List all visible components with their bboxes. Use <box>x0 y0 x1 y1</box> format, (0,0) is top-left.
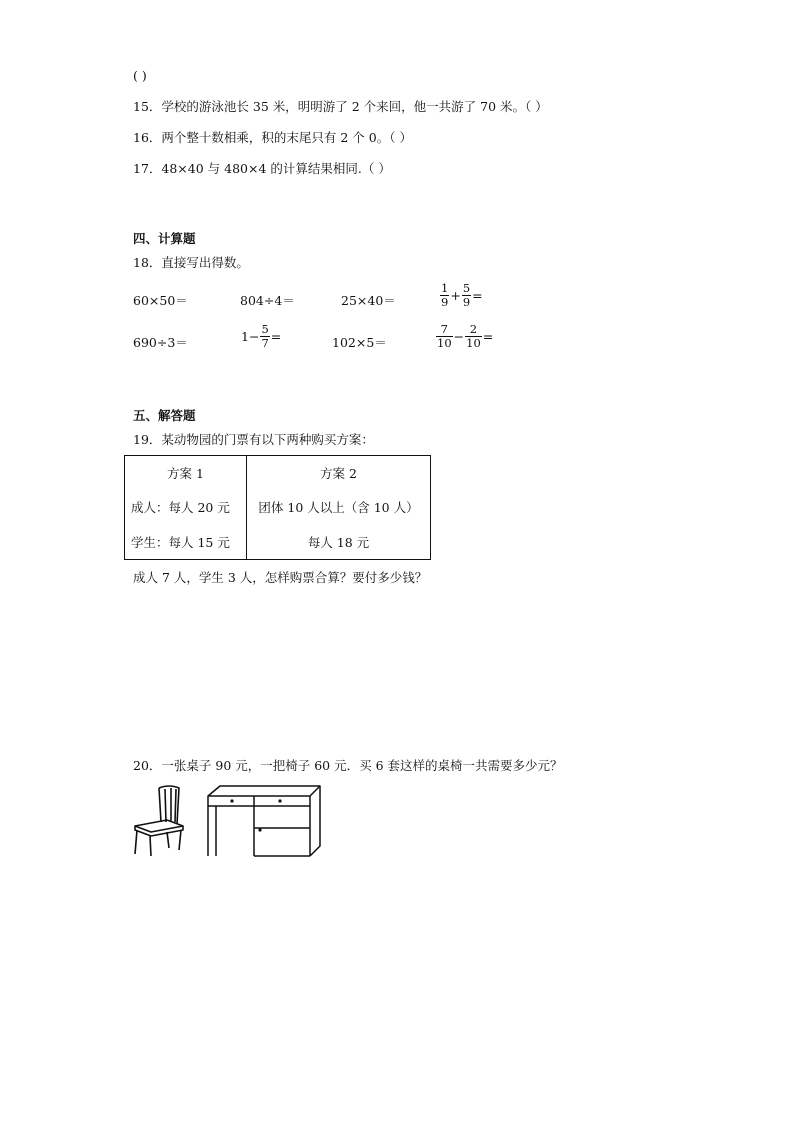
section-4-title: 四、计算题 <box>133 231 196 246</box>
calc-item-g: 102×5＝ <box>332 335 387 350</box>
calc-item-d: $\frac{1}{9}$ + $\frac{5}{9}$ = <box>441 281 483 309</box>
plan-1-adult-price: 成人：每人 20 元 <box>131 500 230 516</box>
chair-illustration <box>131 784 187 858</box>
plan-1-header: 方案 1 <box>167 466 204 482</box>
plan-1-cell <box>125 456 247 560</box>
plan-2-price: 每人 18 元 <box>307 534 370 550</box>
question-19: 19．某动物园的门票有以下两种购买方案： <box>133 432 374 447</box>
plan-1-student-price: 学生：每人 15 元 <box>131 534 230 550</box>
plan-2-cell <box>247 456 431 560</box>
question-17: 17．48×40 与 480×4 的计算结果相同.（ ） <box>133 161 391 176</box>
question-16: 16．两个整十数相乘，积的末尾只有 2 个 0。（ ） <box>133 130 412 145</box>
fraction: $\frac{5}{9}$ <box>462 281 471 309</box>
calc-item-b: 804÷4＝ <box>240 293 295 308</box>
fraction: $\frac{7}{10}$ <box>437 322 452 350</box>
ticket-plan-table <box>124 455 431 560</box>
section-5-title: 五、解答题 <box>133 408 196 423</box>
desk-illustration <box>206 784 324 858</box>
question-20: 20．一张桌子 90 元，一把椅子 60 元．买 6 套这样的桌椅一共需要多少元？ <box>133 758 563 773</box>
fraction: $\frac{5}{7}$ <box>261 322 269 350</box>
calc-item-c: 25×40＝ <box>341 293 396 308</box>
plan-2-rule: 团体 10 人以上（含 10 人） <box>258 500 419 516</box>
calc-item-a: 60×50＝ <box>133 293 188 308</box>
calc-item-h: $\frac{7}{10}$ − $\frac{2}{10}$ = <box>437 322 494 350</box>
plan-2-header: 方案 2 <box>320 466 357 482</box>
judgement-prev-blank: ( ) <box>133 68 147 83</box>
fraction: $\frac{2}{10}$ <box>466 322 481 350</box>
fraction: $\frac{1}{9}$ <box>441 281 449 309</box>
calc-item-e: 690÷3＝ <box>133 335 188 350</box>
question-18: 18．直接写出得数。 <box>133 255 249 270</box>
calc-item-f: 1− $\frac{5}{7}$ = <box>241 322 282 350</box>
question-15: 15．学校的游泳池长 35 米，明明游了 2 个来回，他一共游了 70 米。（ ） <box>133 99 548 114</box>
question-19-prompt: 成人 7 人，学生 3 人，怎样购票合算？要付多少钱？ <box>133 570 428 585</box>
